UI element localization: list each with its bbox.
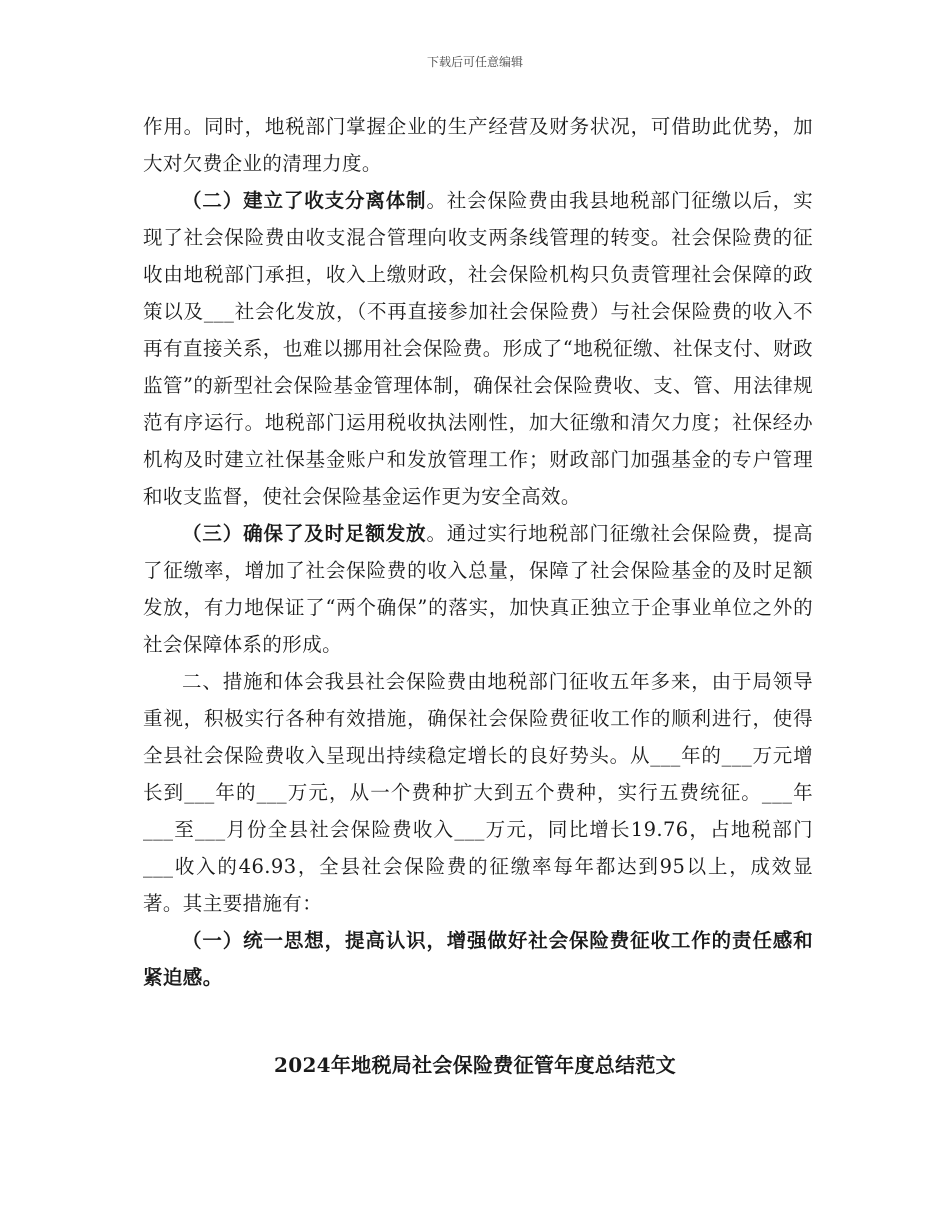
paragraph-3-body: 。通过实行地税部门征缴社会保险费，提高了征缴率，增加了社会保险费的收入总量，保障了社会保险基金的及时足额发放，有力地保证了“两个确保”的落实，加快真正独立于企事业单位之外的社会保障体系的形成。	[143, 522, 813, 656]
paragraph-3-heading: （三）确保了及时足额发放	[182, 522, 427, 545]
body-text	[143, 108, 813, 996]
paragraph-3	[143, 515, 813, 663]
document-title: 2024年地税局社会保险费征管年度总结范文	[274, 1053, 676, 1077]
paragraph-2-heading: （二）建立了收支分离体制	[182, 189, 427, 212]
paragraph-1: 作用。同时，地税部门掌握企业的生产经营及财务状况，可借助此优势，加大对欠费企业的清理力度。	[143, 115, 813, 175]
paragraph-2	[143, 182, 813, 515]
paragraph-5: （一）统一思想，提高认识，增强做好社会保险费征收工作的责任感和紧迫感。	[143, 929, 813, 989]
header-note: 下载后可任意编辑	[426, 55, 523, 69]
paragraph-4: 二、措施和体会我县社会保险费由地税部门征收五年多来，由于局领导重视，积极实行各种有效措施，确保社会保险费征收工作的顺利进行，使得全县社会保险费收入呈现出持续稳定增长的良好势头。从___年的___万元增长到___年的___万元，从一个费种扩大到五个费种，实行五费统征。___年___至___月份全县社会保险费收入___万元，同比增长19.76，占地税部门___收入的46.93，全县社会保险费的征缴率每年都达到95以上，成效显著。其主要措施有：	[143, 670, 813, 915]
paragraph-2-body: 。社会保险费由我县地税部门征缴以后，实现了社会保险费由收支混合管理向收支两条线管理的转变。社会保险费的征收由地税部门承担，收入上缴财政，社会保险机构只负责管理社会保障的政策以及___社会化发放，（不再直接参加社会保险费）与社会保险费的收入不再有直接关系，也难以挪用社会保险费。形成了“地税征缴、社保支付、财政监管”的新型社会保险基金管理体制，确保社会保险费收、支、管、用法律规范有序运行。地税部门运用税收执法刚性，加大征缴和清欠力度；社保经办机构及时建立社保基金账户和发放管理工作；财政部门加强基金的专户管理和收支监督，使社会保险基金运作更为安全高效。	[143, 189, 813, 508]
